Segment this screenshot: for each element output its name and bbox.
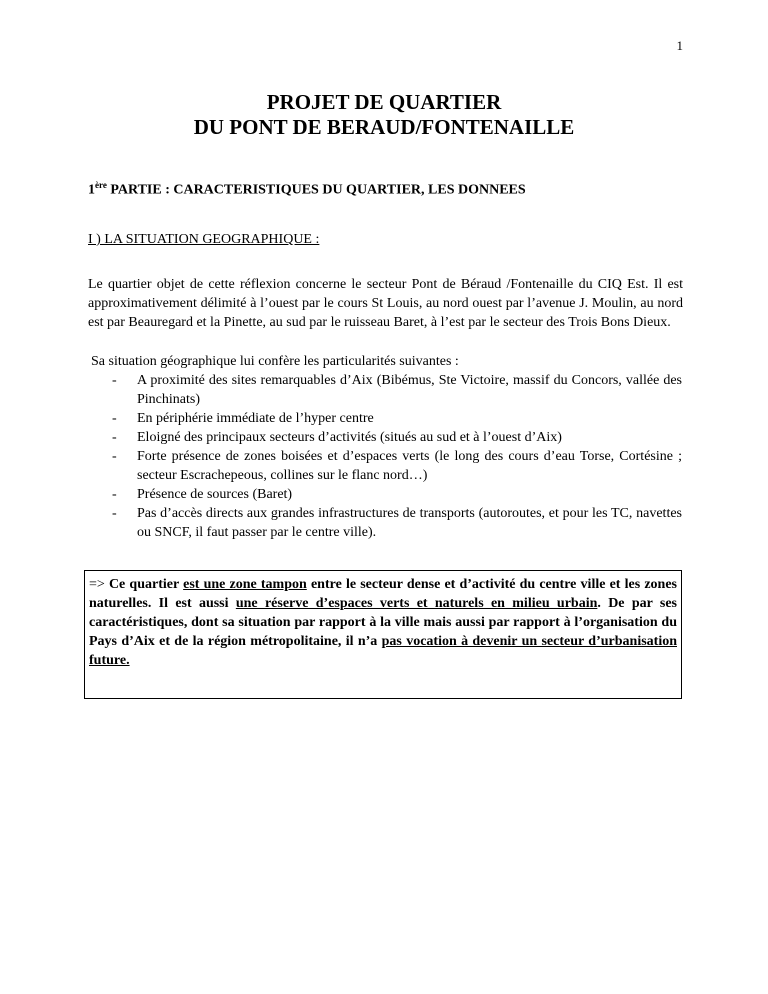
conclusion-text: Ce quartier [104, 577, 184, 592]
bullet-marker: - [112, 373, 117, 388]
title-line-1: PROJET DE QUARTIER [266, 90, 502, 114]
bullet-marker: - [112, 430, 117, 445]
list-item-text: Présence de sources (Baret) [137, 487, 293, 502]
list-item [112, 371, 682, 409]
characteristics-list [112, 371, 682, 542]
emphasis-green-reserve: une réserve d’espaces verts et naturels en milieu urbain [235, 596, 598, 611]
list-item [112, 504, 682, 542]
conclusion-text: . De par ses caractéristiques, dont sa situation par rapport à la ville mais aussi par rapport à l’organisation du Pays d’Aix et de la région métropolitaine, il n’a [89, 596, 677, 649]
bullet-marker: - [112, 487, 117, 502]
page-number: 1 [676, 38, 683, 53]
list-item-text: Pas d’accès directs aux grandes infrastructures de transports (autoroutes, et pour les TC, navettes ou SNCF, il faut passer par le centre ville). [137, 506, 682, 540]
emphasis-no-urbanisation: pas vocation à devenir un secteur d’urbanisation future. [89, 634, 677, 668]
emphasis-buffer-zone: est une zone tampon [183, 577, 307, 592]
part-number: 1 [88, 182, 95, 198]
list-intro: Sa situation géographique lui confère les particularités suivantes : [91, 354, 459, 369]
list-item-text: Eloigné des principaux secteurs d’activités (situés au sud et à l’ouest d’Aix) [137, 430, 562, 445]
part-heading [88, 180, 526, 199]
list-item-text: A proximité des sites remarquables d’Aix (Bibémus, Ste Victoire, massif du Concors, vallée des Pinchinats) [137, 373, 682, 407]
list-item [112, 485, 682, 504]
bullet-marker: - [112, 449, 117, 464]
section-heading: I ) LA SITUATION GEOGRAPHIQUE : [88, 232, 320, 247]
conclusion-text: entre le secteur dense et d’activité du centre ville et les zones naturelles. Il est aussi [89, 577, 677, 611]
document-title [0, 90, 768, 140]
conclusion-box [84, 570, 682, 699]
list-item-text: En périphérie immédiate de l’hyper centre [137, 411, 374, 426]
description-paragraph: Le quartier objet de cette réflexion concerne le secteur Pont de Béraud /Fontenaille du CIQ Est. Il est approximativement délimité à l’ouest par le cours St Louis, au nord ouest par l’avenue J. Moulin, au nord est par Beauregard et la Pinette, au sud par le ruisseau Baret, à l’est par le secteur des Trois Bons Dieux. [88, 277, 683, 330]
part-superscript: ère [95, 180, 107, 190]
bullet-marker: - [112, 506, 117, 521]
list-item [112, 447, 682, 485]
list-item [112, 409, 682, 428]
bullet-marker: - [112, 411, 117, 426]
arrow-marker: => [89, 577, 105, 592]
list-item-text: Forte présence de zones boisées et d’espaces verts (le long des cours d’eau Torse, Cortésine ; secteur Escrachepeous, collines sur le flanc nord…) [137, 449, 682, 483]
part-title: PARTIE : CARACTERISTIQUES DU QUARTIER, LES DONNEES [106, 182, 526, 198]
list-item [112, 428, 682, 447]
title-line-2: DU PONT DE BERAUD/FONTENAILLE [193, 115, 575, 139]
